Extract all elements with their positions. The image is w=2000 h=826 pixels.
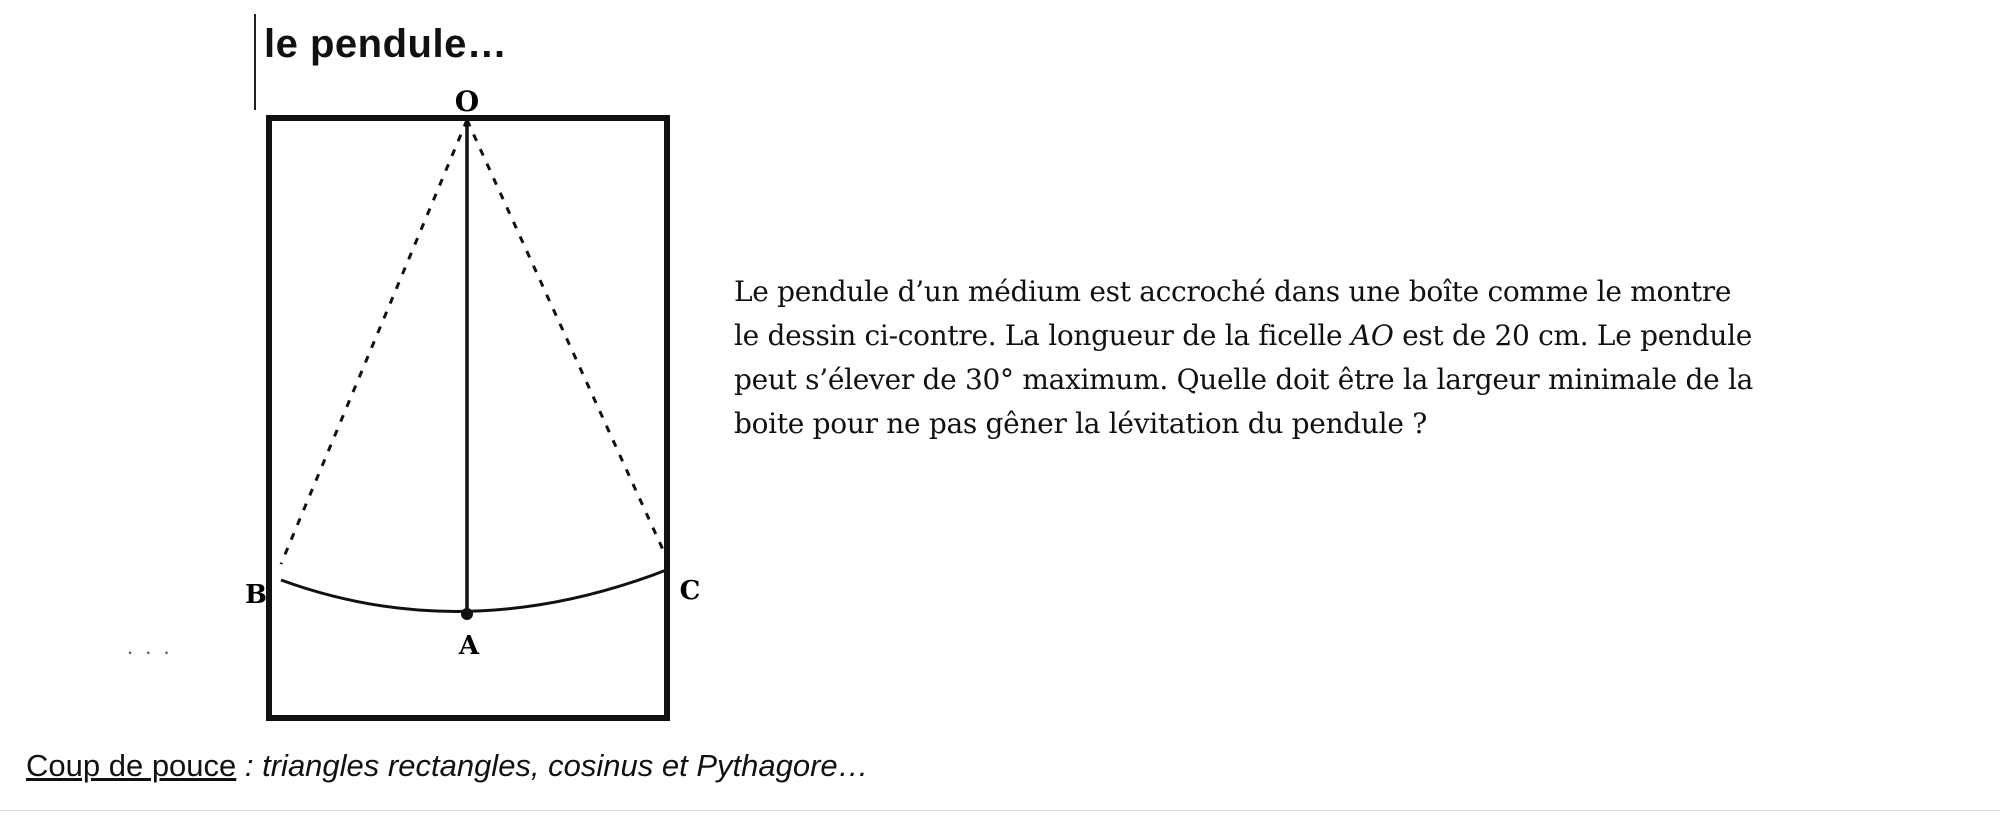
problem-line-4: boite pour ne pas gêner la lévitation du pendule ? (734, 407, 1427, 440)
label-C: C (679, 576, 701, 606)
dashed-line-OB (281, 120, 467, 564)
hint-text: : triangles rectangles, cosinus et Pythagore… (236, 748, 869, 783)
point-A-dot (461, 608, 473, 620)
problem-statement (734, 270, 1984, 446)
page-title: le pendule… (264, 22, 508, 66)
problem-line-2 (734, 314, 1984, 358)
variable-AO: AO (1350, 319, 1394, 352)
problem-line-2-start: le dessin ci-contre. La longueur de la ficelle (734, 319, 1351, 352)
dashed-line-OC (467, 120, 669, 563)
label-A: A (458, 631, 480, 661)
hint-label: Coup de pouce (26, 748, 237, 783)
label-B: B (245, 580, 267, 610)
problem-line-1: Le pendule d’un médium est accroché dans une boîte comme le montre (734, 275, 1732, 308)
margin-dots: . . . (127, 634, 173, 659)
hint (26, 748, 869, 784)
swing-arc (281, 569, 669, 611)
label-O: O (454, 85, 480, 118)
bottom-rule (0, 810, 2000, 811)
problem-line-3: peut s’élever de 30° maximum. Quelle doit être la largeur minimale de la (734, 363, 1754, 396)
problem-line-2-end: est de 20 cm. Le pendule (1393, 319, 1753, 352)
